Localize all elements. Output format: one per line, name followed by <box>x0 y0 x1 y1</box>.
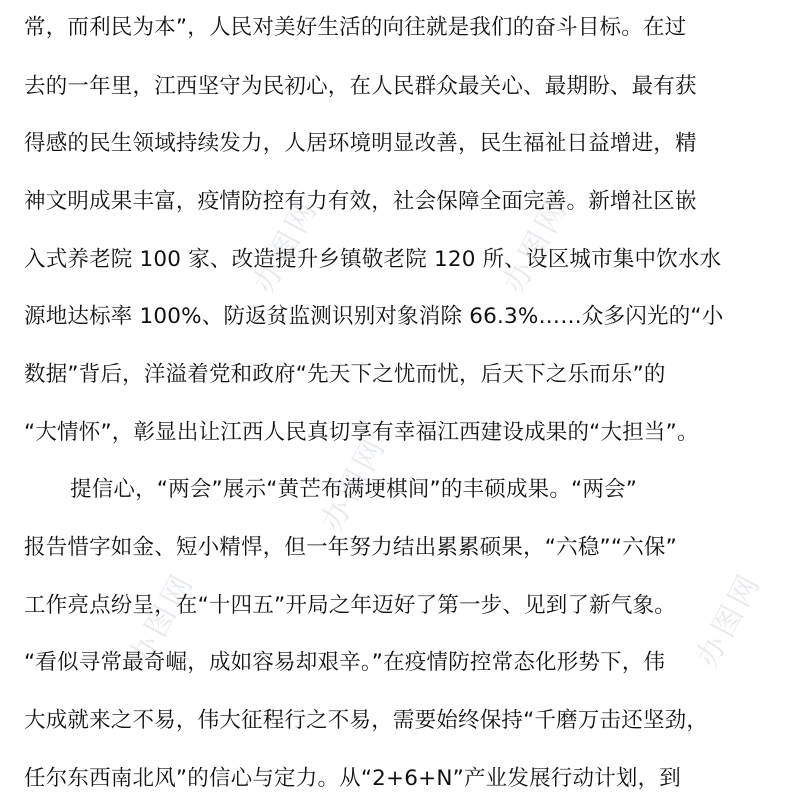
text-line-13: 大成就来之不易，伟大征程行之不易，需要始终保持“千磨万击还坚劲， <box>24 708 709 733</box>
watermark: 办图网 <box>314 430 394 537</box>
text-line-3: 得感的民生领域持续发力，人居环境明显改善，民生福祉日益增进，精 <box>24 131 697 156</box>
text-line-4: 神文明成果丰富，疫情防控有力有效，社会保障全面完善。新增社区嵌 <box>24 189 697 214</box>
text-line-14: 任尔东西南北风”的信心与定力。从“2+6+N”产业发展行动计划，到 <box>24 766 681 791</box>
text-line-7: 数据”背后，洋溢着党和政府“先天下之忧而忧，后天下之乐而乐”的 <box>24 362 666 387</box>
text-line-10: 报告惜字如金、短小精悍，但一年努力结出累累硕果，“六稳”“六保” <box>24 535 677 560</box>
watermark: 办图网 <box>689 566 769 673</box>
text-line-5: 入式养老院 100 家、改造提升乡镇敬老院 120 所、设区城市集中饮水水 <box>24 247 722 272</box>
watermark: 办图网 <box>496 192 576 299</box>
text-line-11: 工作亮点纷呈，在“十四五”开局之年迈好了第一步、见到了新气象。 <box>24 593 676 618</box>
text-line-6: 源地达标率 100%、防返贫监测识别对象消除 66.3%……众多闪光的“小 <box>24 304 724 329</box>
watermark: 办图网 <box>246 192 326 299</box>
text-line-8: “大情怀”，彰显出让江西人民真切享有幸福江西建设成果的“大担当”。 <box>24 420 699 445</box>
watermark: 办图网 <box>122 566 202 673</box>
text-line-9: 提信心，“两会”展示“黄芒布满埂棋间”的丰硕成果。“两会” <box>70 477 638 502</box>
text-line-2: 去的一年里，江西坚守为民初心，在人民群众最关心、最期盼、最有获 <box>24 74 697 99</box>
text-line-1: 常，而利民为本”，人民对美好生活的向往就是我们的奋斗目标。在过 <box>24 15 687 40</box>
text-line-12: “看似寻常最奇崛，成如容易却艰辛。”在疫情防控常态化形势下，伟 <box>24 650 666 675</box>
